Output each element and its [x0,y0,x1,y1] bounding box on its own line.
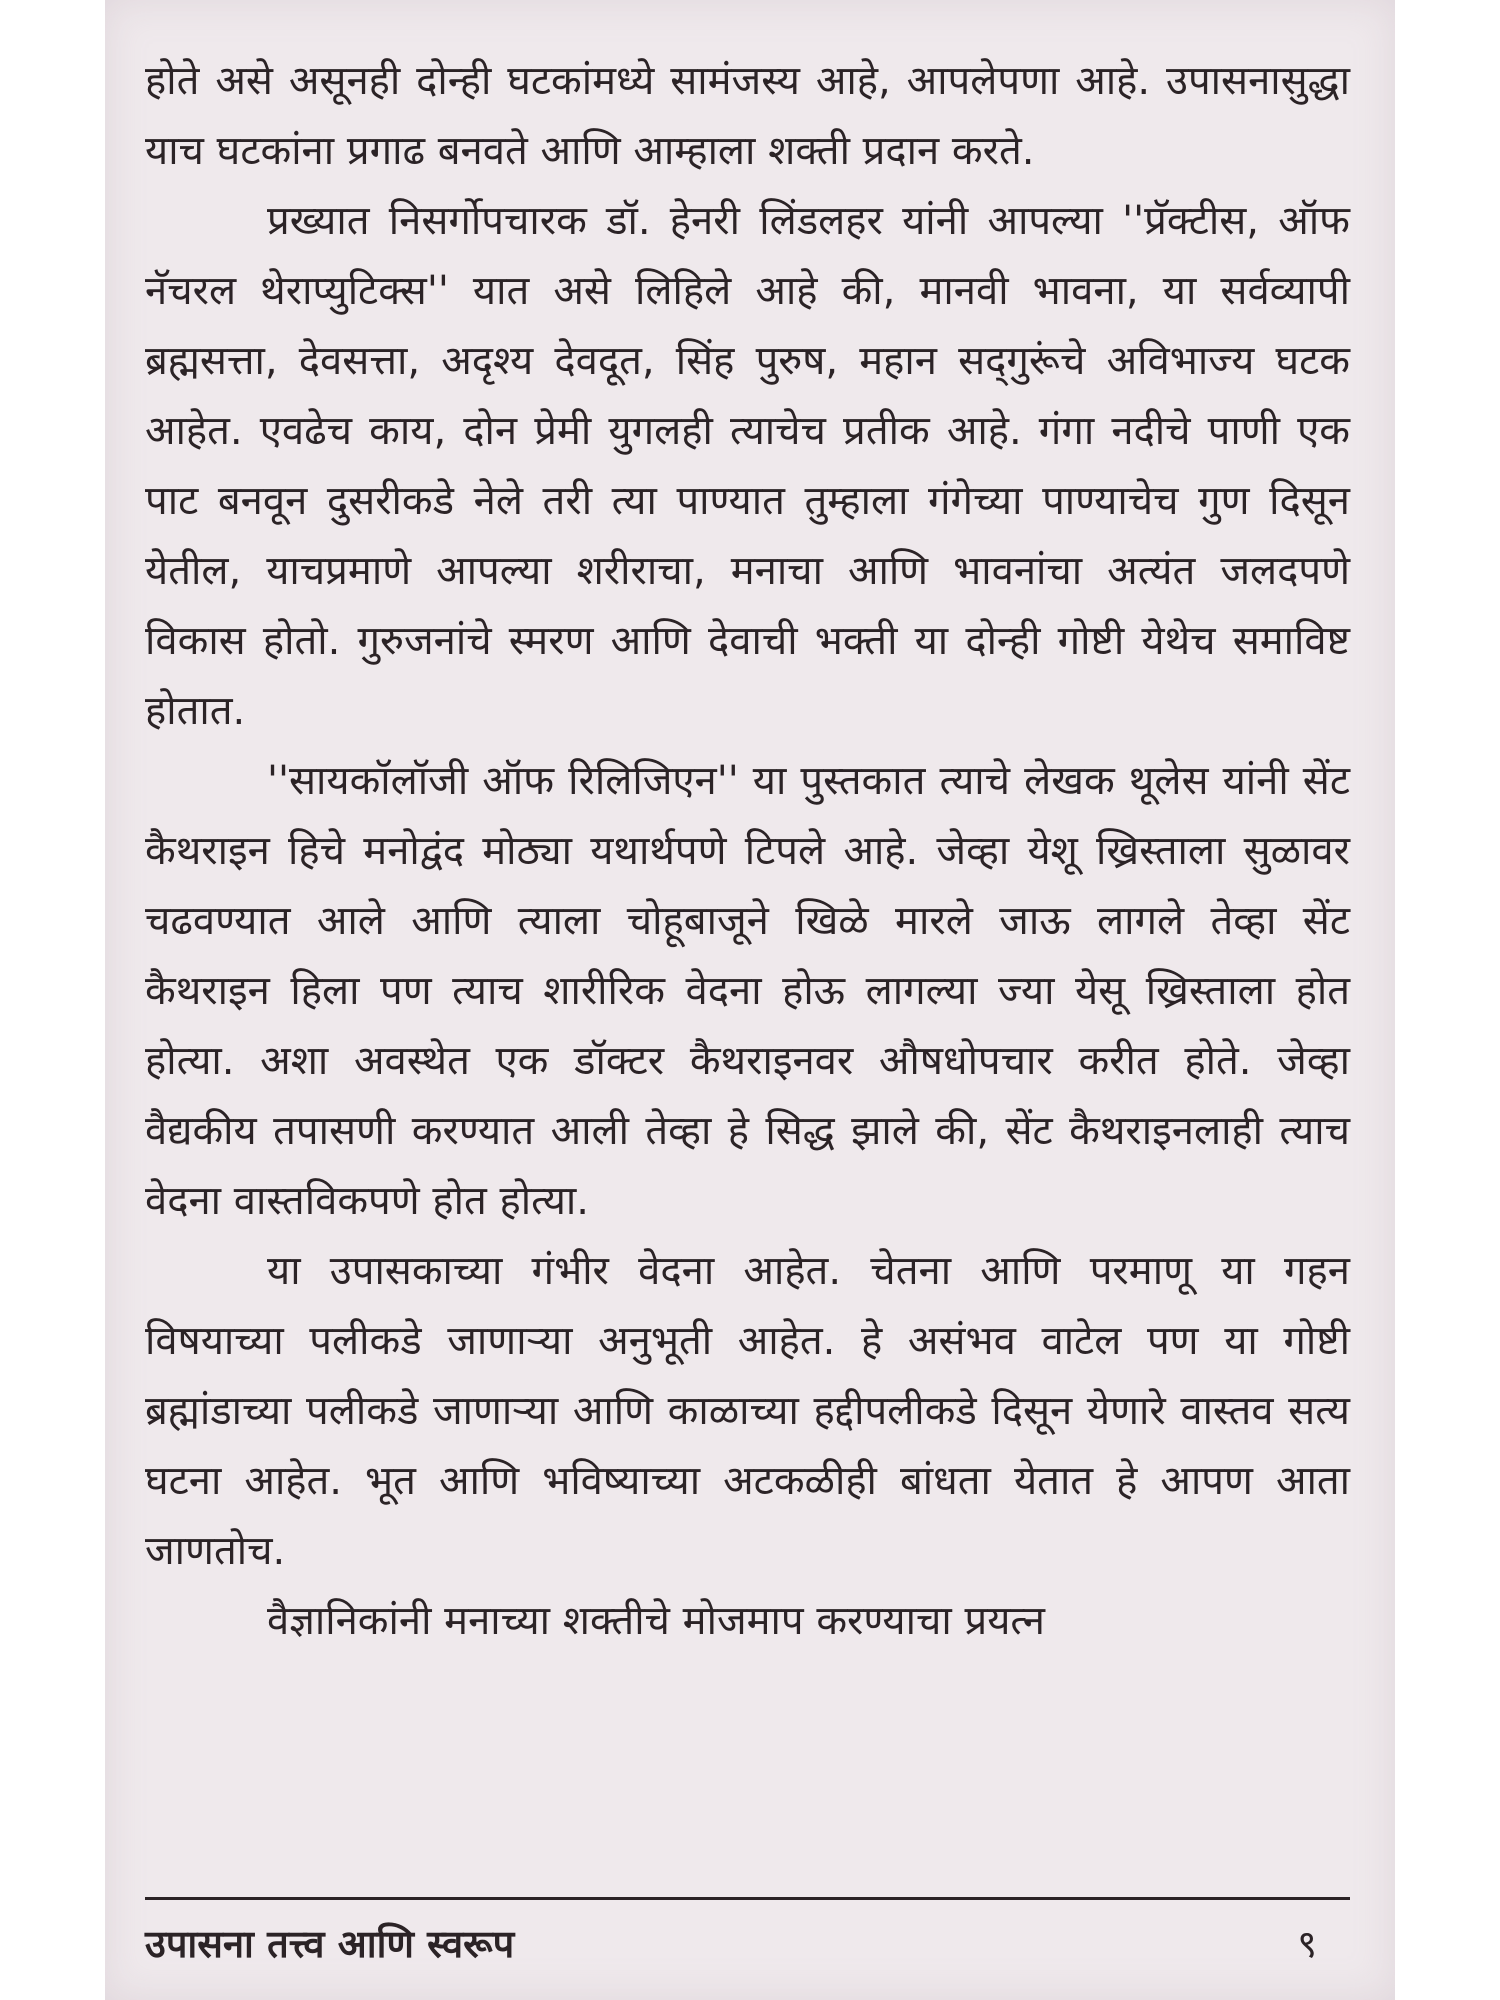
paragraph-continued: होते असे असूनही दोन्ही घटकांमध्ये सामंजस्य आहे, आपलेपणा आहे. उपासनासुद्धा याच घटकांना प्रगाढ बनवते आणि आम्हाला शक्ती प्रदान करते. [145,58,1350,174]
body-text [145,46,1350,1656]
paragraph-lindlahr: प्रख्यात निसर्गोपचारक डॉ. हेनरी लिंडलहर यांनी आपल्या ''प्रॅक्टीस, ऑफ नॅचरल थेराप्युटिक्स'' यात असे लिहिले आहे की, मानवी भावना, या सर्वव्यापी ब्रह्मसत्ता, देवसत्ता, अदृश्य देवदूत, सिंह पुरुष, महान सद्‌गुरूंचे अविभाज्य घटक आहेत. एवढेच काय, दोन प्रेमी युगलही त्याचेच प्रतीक आहे. गंगा नदीचे पाणी एक पाट बनवून दुसरीकडे नेले तरी त्या पाण्यात तुम्हाला गंगेच्या पाण्याचेच गुण दिसून येतील, याचप्रमाणे आपल्या शरीराचा, मनाचा आणि भावनांचा अत्यंत जलदपणे विकास होतो. गुरुजनांचे स्मरण आणि देवाची भक्ती या दोन्ही गोष्टी येथेच समाविष्ट होतात. [145,198,1350,734]
running-footer-title: उपासना तत्त्व आणि स्वरूप [145,1922,515,1966]
paragraph-scientists: वैज्ञानिकांनी मनाच्या शक्तीचे मोजमाप करण्याचा प्रयत्न [267,1598,1045,1644]
footer-divider [145,1897,1350,1900]
paragraph-psychology-of-religion: ''सायकॉलॉजी ऑफ रिलिजिएन'' या पुस्तकात त्याचे लेखक थूलेस यांनी सेंट कैथराइन हिचे मनोद्वंद मोठ्या यथार्थपणे टिपले आहे. जेव्हा येशू ख्रिस्ताला सुळावर चढवण्यात आले आणि त्याला चोहूबाजूने खिळे मारले जाऊ लागले तेव्हा सेंट कैथराइन हिला पण त्याच शारीरिक वेदना होऊ लागल्या ज्या येसू ख्रिस्ताला होत होत्या. अशा अवस्थेत एक डॉक्टर कैथराइनवर औषधोपचार करीत होते. जेव्हा वैद्यकीय तपासणी करण्यात आली तेव्हा हे सिद्ध झाले की, सेंट कैथराइनलाही त्याच वेदना वास्तविकपणे होत होत्या. [145,758,1350,1224]
book-page [105,0,1395,2000]
paragraph-worshipper-pain: या उपासकाच्या गंभीर वेदना आहेत. चेतना आणि परमाणू या गहन विषयाच्या पलीकडे जाणाऱ्या अनुभूती आहेत. हे असंभव वाटेल पण या गोष्टी ब्रह्मांडाच्या पलीकडे जाणाऱ्या आणि काळाच्या हद्दीपलीकडे दिसून येणारे वास्तव सत्य घटना आहेत. भूत आणि भविष्याच्या अटकळीही बांधता येतात हे आपण आता जाणतोच. [145,1248,1350,1574]
page-number: ९ [1297,1922,1317,1966]
